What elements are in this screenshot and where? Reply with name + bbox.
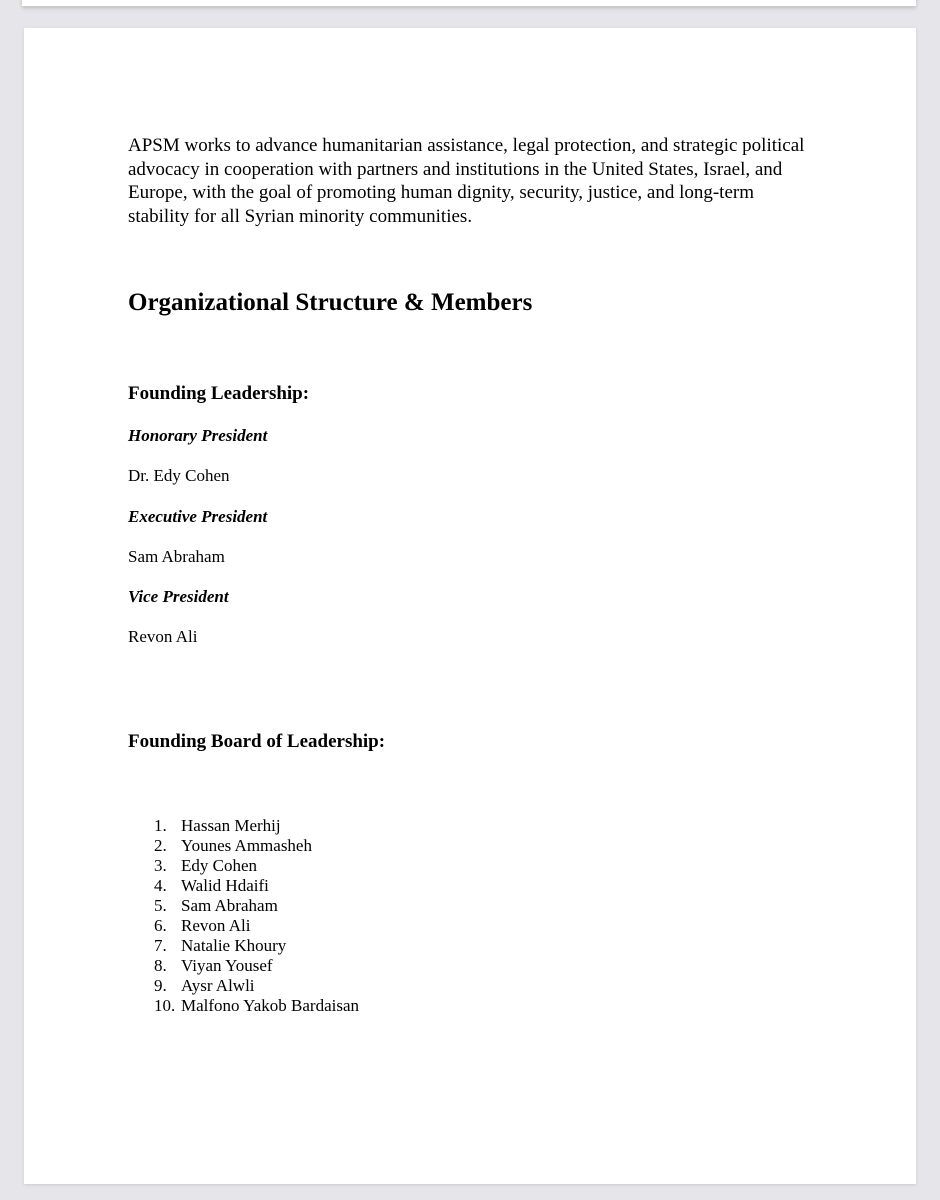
previous-page-edge[interactable]	[22, 0, 916, 6]
list-item-number: 7.	[154, 936, 167, 955]
founding-leadership-heading: Founding Leadership:	[128, 383, 310, 404]
list-item-number: 9.	[154, 976, 167, 995]
list-item	[154, 876, 359, 896]
list-item	[154, 996, 359, 1016]
role-title-vice-president: Vice President	[128, 587, 229, 606]
list-item-number: 4.	[154, 876, 167, 895]
list-item	[154, 836, 359, 856]
list-item-name: Malfono Yakob Bardaisan	[181, 996, 360, 1015]
list-item-name: Revon Ali	[181, 916, 251, 935]
document-page[interactable]	[24, 28, 916, 1184]
role-name-honorary-president: Dr. Edy Cohen	[128, 466, 230, 485]
list-item	[154, 936, 359, 956]
list-item-number: 8.	[154, 956, 167, 975]
list-item	[154, 816, 359, 836]
founding-board-heading: Founding Board of Leadership:	[128, 731, 386, 752]
role-title-executive-president: Executive President	[128, 507, 268, 526]
list-item-name: Edy Cohen	[181, 856, 258, 875]
list-item-number: 10.	[154, 996, 176, 1015]
list-item-number: 3.	[154, 856, 167, 875]
list-item	[154, 916, 359, 936]
list-item-name: Hassan Merhij	[181, 816, 281, 835]
list-item-number: 1.	[154, 816, 167, 835]
list-item-number: 5.	[154, 896, 167, 915]
list-item-name: Viyan Yousef	[181, 956, 273, 975]
role-name-vice-president: Revon Ali	[128, 627, 198, 646]
list-item-name: Natalie Khoury	[181, 936, 287, 955]
role-title-honorary-president: Honorary President	[128, 426, 268, 445]
list-item-name: Sam Abraham	[181, 896, 278, 915]
list-item	[154, 896, 359, 916]
list-item-number: 2.	[154, 836, 167, 855]
list-item-number: 6.	[154, 916, 167, 935]
list-item-name: Walid Hdaifi	[181, 876, 269, 895]
intro-paragraph: APSM works to advance humanitarian assistance, legal protection, and strategic political advocacy in cooperation with partners and institutions in the United States, Israel, and Europe, with the goal of promoting human dignity, security, justice, and long-term stability for all Syrian minority communities.	[128, 135, 805, 227]
list-item	[154, 856, 359, 876]
list-item	[154, 956, 359, 976]
list-item-name: Aysr Alwli	[181, 976, 255, 995]
section-title: Organizational Structure & Members	[128, 289, 533, 316]
role-name-executive-president: Sam Abraham	[128, 547, 225, 566]
board-member-list	[154, 816, 359, 1016]
list-item	[154, 976, 359, 996]
list-item-name: Younes Ammasheh	[181, 836, 312, 855]
